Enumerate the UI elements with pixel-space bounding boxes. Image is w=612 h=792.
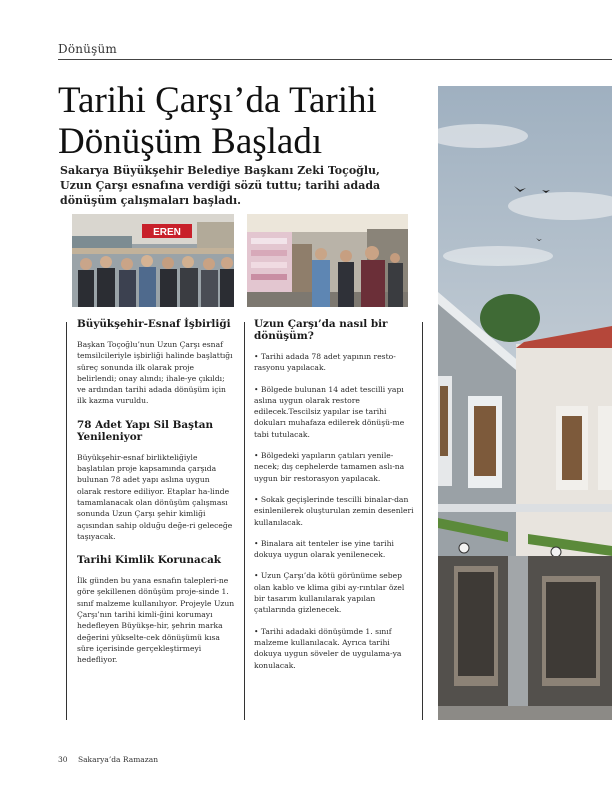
column-divider bbox=[422, 322, 423, 720]
bullet-item: • Tarihi adada 78 adet yapının resto-rasyonu yapılacak. bbox=[254, 352, 396, 373]
subheading-cooperation: Büyükşehir-Esnaf İşbirliği bbox=[77, 318, 231, 330]
left-column bbox=[77, 318, 235, 666]
paragraph-78-buildings: Büyükşehir-esnaf birlikteliğiyle başlatılan proje kapsamında çarşıda bulunan 78 adet yapı aslına uygun olarak restore ediliyor. Etaplar ha-linde tamamlanacak olan dönüşüm çalışması sonunda Uzun Çarşı şehir kimliği açısından sahip olduğu değe-ri geleceğe taşıyacak. bbox=[77, 452, 233, 541]
article-title bbox=[58, 80, 430, 162]
bullet-item: • Uzun Çarşı’da kötü görünüme sebep olan kablo ve klima gibi ay-rıntılar özel bir tasarım kullanılarak yapılan çatılarında gizlenecek. bbox=[254, 571, 405, 615]
subheading-historic-identity: Tarihi Kimlik Korunacak bbox=[77, 554, 222, 567]
bullet-item: • Binalara ait tenteler ise yine tarihi dokuya uygun olarak yenilenecek. bbox=[254, 538, 394, 560]
paragraph-historic-identity: İlk günden bu yana esnafın talepleri-ne göre şekillenen dönüşüm proje-sinde 1. sınıf malzeme kullanılıyor. Projeyle Uzun Çarşı’nın tarihi kimli-ğini korumayı hedefleyen Büyükşe-hir, şehrin marka değerini yükselte-cek dönüşümü kısa süre içerisinde gerçekleştirmeyi hedefliyor. bbox=[77, 576, 235, 665]
photo-market-visit-1 bbox=[72, 214, 234, 307]
page-number: 30 bbox=[58, 755, 68, 764]
article-lead: Sakarya Büyükşehir Belediye Başkanı Zeki Toçoğlu, Uzun Çarşı esnafına verdiği sözü tuttu; tarihi adada dönüşüm çalışmaları başladı. bbox=[60, 164, 381, 207]
title-line-1: Tarihi Çarşı’da Tarihi bbox=[58, 80, 377, 121]
section-label: Dönüşüm bbox=[58, 42, 117, 56]
right-column bbox=[254, 318, 414, 681]
bullet-item: • Sokak geçişlerinde tescilli binalar-dan esinlenilerek oluşturulan zemin desenleri kullanılacak. bbox=[254, 494, 414, 527]
header-rule bbox=[58, 59, 612, 60]
photo-market-visit-2 bbox=[247, 214, 408, 307]
subheading-transformation: Uzun Çarşı’da nasıl bir dönüşüm? bbox=[254, 318, 388, 342]
column-divider bbox=[244, 322, 245, 720]
building-render-image bbox=[438, 86, 612, 720]
bullet-item: • Tarihi adadaki dönüşümde 1. sınıf malzeme kullanılacak. Ayrıca tarihi dokuya uygun söveler de uygulama-ya konulacak. bbox=[254, 626, 402, 670]
page-footer bbox=[58, 755, 158, 764]
column-divider bbox=[66, 322, 67, 720]
bullet-item: • Bölgede bulunan 14 adet tescilli yapı aslına uygun olarak restore edilecek.Tescilsiz yapılar ise tarihi dokuları muhafaza edilerek dönüşü-me tabi tutulacak. bbox=[254, 384, 405, 439]
publication-name: Sakarya’da Ramazan bbox=[77, 755, 159, 764]
subheading-78-buildings: 78 Adet Yapı Sil Baştan Yenileniyor bbox=[77, 418, 214, 443]
title-line-2: Dönüşüm Başladı bbox=[58, 121, 323, 162]
paragraph-cooperation: Başkan Toçoğlu’nun Uzun Çarşı esnaf temsilcileriyle işbirliği halinde başlattığı süreç sonunda ilk olarak proje belirlendi; onay alındı; ihale-ye çıkıldı; ve ardından tarihi adada dönüşüm için ilk kazma vuruldu. bbox=[77, 340, 233, 406]
shop-sign-text: EREN bbox=[153, 227, 181, 238]
bullet-item: • Bölgedeki yapıların çatıları yenile-necek; dış cephelerde tamamen aslı-na uygun bir restorasyon yapılacak. bbox=[254, 451, 405, 483]
